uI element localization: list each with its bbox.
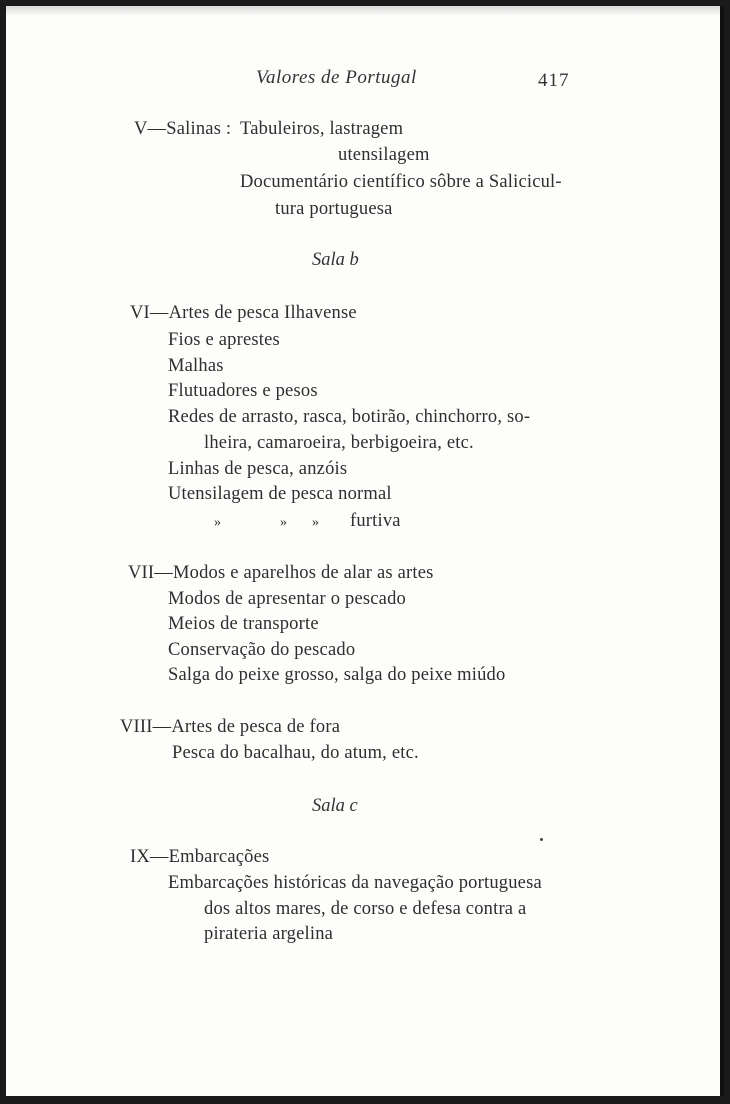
list-item: Modos de apresentar o pescado bbox=[168, 589, 406, 609]
list-item: dos altos mares, de corso e defesa contra a bbox=[204, 899, 527, 919]
section-viii-title: VIII—Artes de pesca de fora bbox=[120, 717, 341, 737]
section-vi-title: VI—Artes de pesca Ilhavense bbox=[130, 303, 357, 323]
ditto-mark: » bbox=[312, 515, 320, 530]
list-item: Pesca do bacalhau, do atum, etc. bbox=[172, 743, 419, 763]
list-item: Salga do peixe grosso, salga do peixe miúdo bbox=[168, 665, 506, 685]
list-item: Conservação do pescado bbox=[168, 640, 356, 660]
list-item: Embarcações históricas da navegação portuguesa bbox=[168, 873, 542, 893]
ink-speck bbox=[540, 838, 543, 841]
running-title: Valores de Portugal bbox=[256, 67, 417, 88]
list-item: Malhas bbox=[168, 356, 224, 376]
list-item: Linhas de pesca, anzóis bbox=[168, 459, 348, 479]
list-item: Flutuadores e pesos bbox=[168, 381, 318, 401]
page-top-shadow bbox=[6, 6, 720, 16]
room-heading-c: Sala c bbox=[312, 796, 358, 816]
page-number: 417 bbox=[538, 70, 570, 91]
section-vii-title: VII—Modos e aparelhos de alar as artes bbox=[128, 563, 434, 583]
ditto-mark: » bbox=[214, 515, 222, 530]
section-v-line: Documentário científico sôbre a Salicicul- bbox=[240, 172, 562, 192]
list-item: Utensilagem de pesca normal bbox=[168, 484, 392, 504]
list-item: Fios e aprestes bbox=[168, 330, 280, 350]
room-heading-b: Sala b bbox=[312, 250, 359, 270]
list-item-ditto bbox=[214, 511, 401, 532]
book-page bbox=[6, 6, 724, 1096]
section-v-title: V—Salinas : bbox=[134, 119, 232, 139]
list-item: lheira, camaroeira, berbigoeira, etc. bbox=[204, 433, 474, 453]
section-v-line: Tabuleiros, lastragem bbox=[240, 119, 404, 139]
section-v-line: tura portuguesa bbox=[275, 199, 393, 219]
list-item-word: furtiva bbox=[350, 511, 401, 531]
ditto-mark: » bbox=[280, 515, 288, 530]
section-v-line: utensilagem bbox=[338, 145, 430, 165]
list-item: Redes de arrasto, rasca, botirão, chinchorro, so- bbox=[168, 407, 531, 427]
section-ix-title: IX—Embarcações bbox=[130, 847, 270, 867]
list-item: pirateria argelina bbox=[204, 924, 334, 944]
list-item: Meios de transporte bbox=[168, 614, 319, 634]
